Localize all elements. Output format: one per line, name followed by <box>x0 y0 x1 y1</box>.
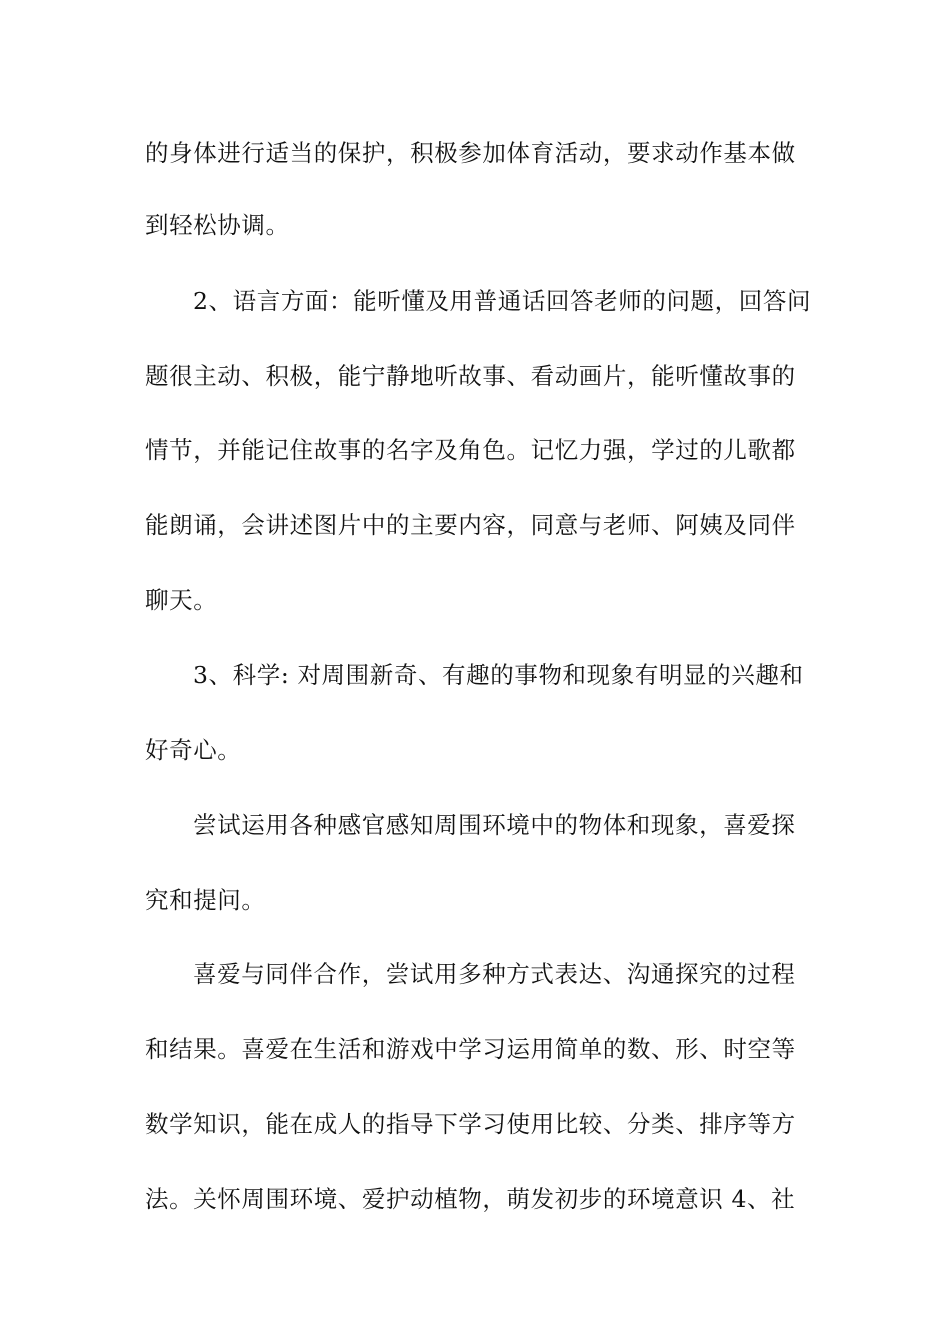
text-line: 好奇心。 <box>145 736 242 764</box>
text-line: 聊天。 <box>145 586 218 614</box>
text-line: 究和提问。 <box>145 886 266 914</box>
text-line: 的身体进行适当的保护，积极参加体育活动，要求动作基本做 <box>145 139 796 167</box>
text-line: 能朗诵，会讲述图片中的主要内容，同意与老师、阿姨及同伴 <box>145 511 796 539</box>
text-line: 情节，并能记住故事的名字及角色。记忆力强，学过的儿歌都 <box>145 436 796 464</box>
paragraph-heading-language: 2、语言方面：能听懂及用普通话回答老师的问题，回答问 <box>193 287 812 315</box>
text-line: 题很主动、积极，能宁静地听故事、看动画片，能听懂故事的 <box>145 362 796 390</box>
paragraph-heading-science: 3、科学: 对周围新奇、有趣的事物和现象有明显的兴趣和 <box>193 661 804 689</box>
text-line: 数学知识，能在成人的指导下学习使用比较、分类、排序等方 <box>145 1110 796 1138</box>
text-line: 到轻松协调。 <box>145 211 290 239</box>
text-line: 和结果。喜爱在生活和游戏中学习运用简单的数、形、时空等 <box>145 1035 796 1063</box>
paragraph-start: 尝试运用各种感官感知周围环境中的物体和现象，喜爱探 <box>193 811 796 839</box>
text-line: 法。关怀周围环境、爱护动植物，萌发初步的环境意识 4、社 <box>145 1185 796 1213</box>
paragraph-start: 喜爱与同伴合作，尝试用多种方式表达、沟通探究的过程 <box>193 960 796 988</box>
